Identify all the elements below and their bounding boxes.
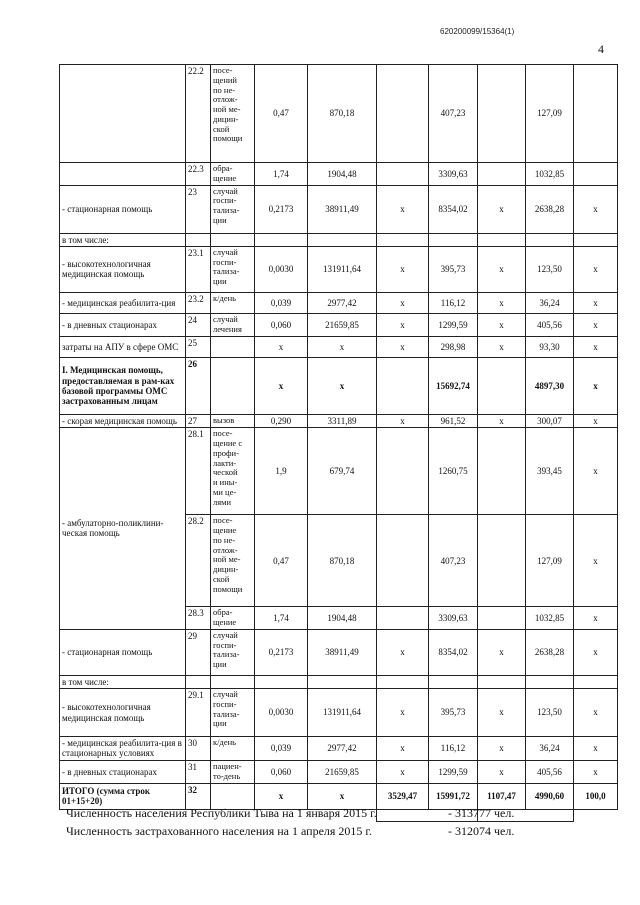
value-cell: x bbox=[574, 689, 618, 737]
value-cell: 0,0030 bbox=[255, 246, 308, 292]
value-cell: 2638,28 bbox=[526, 185, 574, 233]
value-cell bbox=[574, 675, 618, 688]
document-id: 620200099/15364(1) bbox=[440, 27, 515, 36]
value-cell: 3529,47 bbox=[377, 783, 429, 809]
row-code-cell: 29.1 bbox=[186, 689, 211, 737]
page-number: 4 bbox=[598, 42, 604, 56]
value-cell bbox=[377, 428, 429, 515]
value-cell: 1,74 bbox=[255, 607, 308, 630]
value-cell: x bbox=[574, 428, 618, 515]
row-unit-cell: вызов bbox=[211, 414, 255, 427]
row-unit-cell: посе- щение по не- отлож- ной ме- дицин- ской помощи bbox=[211, 515, 255, 607]
row-unit-cell: случай госпи- тализа- ции bbox=[211, 185, 255, 233]
blank-cell bbox=[574, 809, 618, 821]
row-name-cell: затраты на АПУ в сфере ОМС bbox=[60, 336, 186, 357]
row-unit-cell: посе- щений по не- отлож- ной ме- дицин- ской помощи bbox=[211, 65, 255, 163]
row-unit-cell bbox=[211, 357, 255, 414]
population-value: - 313777 чел. bbox=[448, 806, 515, 820]
table-row bbox=[60, 675, 618, 688]
value-cell: 0,47 bbox=[255, 65, 308, 163]
row-code-cell: 30 bbox=[186, 737, 211, 761]
insured-population-label: Численность застрахованного населения на 1 апреля 2015 г. bbox=[66, 824, 372, 838]
value-cell: x bbox=[574, 414, 618, 427]
value-cell: 127,09 bbox=[526, 515, 574, 607]
value-cell: 0,039 bbox=[255, 737, 308, 761]
row-unit-cell: обра- щение bbox=[211, 607, 255, 630]
value-cell: 679,74 bbox=[308, 428, 377, 515]
value-cell: 0,039 bbox=[255, 292, 308, 313]
row-code-cell: 28.1 bbox=[186, 428, 211, 515]
row-unit-cell: случай госпи- тализа- ции bbox=[211, 246, 255, 292]
value-cell bbox=[377, 233, 429, 246]
value-cell: 21659,85 bbox=[308, 760, 377, 783]
value-cell: x bbox=[574, 336, 618, 357]
row-code-cell: 28.3 bbox=[186, 607, 211, 630]
value-cell: 870,18 bbox=[308, 65, 377, 163]
value-cell: 2977,42 bbox=[308, 737, 377, 761]
row-code-cell: 26 bbox=[186, 357, 211, 414]
row-code-cell: 27 bbox=[186, 414, 211, 427]
value-cell: x bbox=[574, 246, 618, 292]
value-cell bbox=[574, 163, 618, 186]
value-cell: x bbox=[377, 760, 429, 783]
value-cell: 1904,48 bbox=[308, 607, 377, 630]
row-name-cell bbox=[60, 163, 186, 186]
value-cell: 131911,64 bbox=[308, 246, 377, 292]
row-name-cell: в том числе: bbox=[60, 675, 186, 688]
table-row bbox=[60, 760, 618, 783]
row-code-cell: 32 bbox=[186, 783, 211, 809]
value-cell: 38911,49 bbox=[308, 629, 377, 675]
value-cell: 8354,02 bbox=[429, 185, 478, 233]
row-name-cell: - в дневных стационарах bbox=[60, 760, 186, 783]
value-cell: x bbox=[478, 292, 526, 313]
row-unit-cell bbox=[211, 233, 255, 246]
value-cell: 1032,85 bbox=[526, 163, 574, 186]
value-cell: x bbox=[377, 313, 429, 336]
row-code-cell: 24 bbox=[186, 313, 211, 336]
value-cell bbox=[377, 65, 429, 163]
row-code-cell bbox=[186, 233, 211, 246]
row-unit-cell bbox=[211, 675, 255, 688]
row-name-cell: - скорая медицинская помощь bbox=[60, 414, 186, 427]
insured-population-line bbox=[66, 824, 515, 839]
value-cell: 116,12 bbox=[429, 737, 478, 761]
value-cell bbox=[429, 675, 478, 688]
row-name-cell: - медицинская реабилита-ция в стационарных условиях bbox=[60, 737, 186, 761]
value-cell: x bbox=[377, 629, 429, 675]
row-unit-cell bbox=[211, 336, 255, 357]
value-cell: 4897,30 bbox=[526, 357, 574, 414]
value-cell: x bbox=[574, 760, 618, 783]
value-cell: x bbox=[377, 292, 429, 313]
table-row bbox=[60, 737, 618, 761]
value-cell: 4990,60 bbox=[526, 783, 574, 809]
value-cell bbox=[377, 675, 429, 688]
row-name-cell: в том числе: bbox=[60, 233, 186, 246]
row-unit-cell: к/день bbox=[211, 737, 255, 761]
table-row bbox=[60, 336, 618, 357]
value-cell: 100,0 bbox=[574, 783, 618, 809]
value-cell: x bbox=[574, 607, 618, 630]
value-cell: 0,060 bbox=[255, 760, 308, 783]
value-cell: 1032,85 bbox=[526, 607, 574, 630]
value-cell: x bbox=[255, 783, 308, 809]
value-cell: 3309,63 bbox=[429, 163, 478, 186]
value-cell: 0,47 bbox=[255, 515, 308, 607]
value-cell: 123,50 bbox=[526, 689, 574, 737]
value-cell bbox=[429, 233, 478, 246]
value-cell: x bbox=[574, 737, 618, 761]
value-cell: 0,290 bbox=[255, 414, 308, 427]
value-cell: x bbox=[478, 414, 526, 427]
value-cell: x bbox=[478, 336, 526, 357]
value-cell: x bbox=[574, 292, 618, 313]
row-code-cell: 31 bbox=[186, 760, 211, 783]
value-cell bbox=[308, 675, 377, 688]
row-name-cell: - в дневных стационарах bbox=[60, 313, 186, 336]
table-row bbox=[60, 185, 618, 233]
value-cell: x bbox=[478, 760, 526, 783]
value-cell bbox=[478, 607, 526, 630]
value-cell: 123,50 bbox=[526, 246, 574, 292]
value-cell: 300,07 bbox=[526, 414, 574, 427]
value-cell: 405,56 bbox=[526, 760, 574, 783]
value-cell: 21659,85 bbox=[308, 313, 377, 336]
value-cell bbox=[377, 357, 429, 414]
value-cell: x bbox=[377, 689, 429, 737]
value-cell: 36,24 bbox=[526, 292, 574, 313]
row-name-cell bbox=[60, 65, 186, 163]
value-cell: 1,74 bbox=[255, 163, 308, 186]
value-cell: x bbox=[574, 515, 618, 607]
row-unit-cell: к/день bbox=[211, 292, 255, 313]
row-code-cell: 25 bbox=[186, 336, 211, 357]
value-cell: 0,2173 bbox=[255, 629, 308, 675]
value-cell bbox=[377, 515, 429, 607]
value-cell bbox=[377, 163, 429, 186]
table-row bbox=[60, 357, 618, 414]
value-cell: 0,060 bbox=[255, 313, 308, 336]
row-name-cell: - стационарная помощь bbox=[60, 629, 186, 675]
table-row bbox=[60, 313, 618, 336]
value-cell: 15692,74 bbox=[429, 357, 478, 414]
value-cell: x bbox=[478, 185, 526, 233]
value-cell bbox=[478, 163, 526, 186]
value-cell: x bbox=[574, 313, 618, 336]
value-cell: x bbox=[478, 689, 526, 737]
row-code-cell: 22.2 bbox=[186, 65, 211, 163]
population-line bbox=[66, 806, 515, 821]
value-cell: 131911,64 bbox=[308, 689, 377, 737]
value-cell: x bbox=[255, 357, 308, 414]
value-cell: 2638,28 bbox=[526, 629, 574, 675]
value-cell: x bbox=[574, 357, 618, 414]
value-cell: 1,9 bbox=[255, 428, 308, 515]
row-code-cell: 28.2 bbox=[186, 515, 211, 607]
row-name-cell: ИТОГО (сумма строк 01+15+20) bbox=[60, 783, 186, 809]
value-cell: x bbox=[377, 336, 429, 357]
value-cell: 3311,89 bbox=[308, 414, 377, 427]
table-row bbox=[60, 246, 618, 292]
value-cell: 116,12 bbox=[429, 292, 478, 313]
value-cell: 1299,59 bbox=[429, 313, 478, 336]
value-cell bbox=[255, 675, 308, 688]
value-cell: 38911,49 bbox=[308, 185, 377, 233]
row-name-cell: - медицинская реабилита-ция bbox=[60, 292, 186, 313]
value-cell: x bbox=[308, 357, 377, 414]
row-code-cell: 23.1 bbox=[186, 246, 211, 292]
table-row bbox=[60, 629, 618, 675]
row-code-cell: 23 bbox=[186, 185, 211, 233]
row-name-cell: - амбулаторно-поликлини-ческая помощь bbox=[60, 428, 186, 630]
value-cell bbox=[478, 65, 526, 163]
table-row bbox=[60, 689, 618, 737]
value-cell: x bbox=[574, 185, 618, 233]
table-row bbox=[60, 414, 618, 427]
row-unit-cell: пациен- то-день bbox=[211, 760, 255, 783]
value-cell: 2977,42 bbox=[308, 292, 377, 313]
value-cell: 395,73 bbox=[429, 689, 478, 737]
value-cell: 393,45 bbox=[526, 428, 574, 515]
value-cell bbox=[478, 428, 526, 515]
value-cell bbox=[478, 357, 526, 414]
value-cell: 3309,63 bbox=[429, 607, 478, 630]
value-cell bbox=[526, 233, 574, 246]
row-name-cell: - стационарная помощь bbox=[60, 185, 186, 233]
insured-population-value: - 312074 чел. bbox=[448, 824, 515, 838]
value-cell: x bbox=[478, 629, 526, 675]
table-row bbox=[60, 428, 618, 515]
value-cell: x bbox=[377, 185, 429, 233]
row-code-cell: 23.2 bbox=[186, 292, 211, 313]
row-name-cell: - высокотехнологичная медицинская помощь bbox=[60, 246, 186, 292]
value-cell bbox=[478, 675, 526, 688]
row-code-cell: 29 bbox=[186, 629, 211, 675]
value-cell bbox=[574, 233, 618, 246]
value-cell: 1260,75 bbox=[429, 428, 478, 515]
value-cell bbox=[308, 233, 377, 246]
value-cell: x bbox=[308, 783, 377, 809]
value-cell: 405,56 bbox=[526, 313, 574, 336]
value-cell: 407,23 bbox=[429, 65, 478, 163]
value-cell: x bbox=[377, 414, 429, 427]
value-cell: x bbox=[308, 336, 377, 357]
row-code-cell: 22.3 bbox=[186, 163, 211, 186]
value-cell: 298,98 bbox=[429, 336, 478, 357]
value-cell: x bbox=[574, 629, 618, 675]
value-cell: x bbox=[478, 246, 526, 292]
value-cell: 407,23 bbox=[429, 515, 478, 607]
value-cell bbox=[526, 675, 574, 688]
value-cell bbox=[574, 65, 618, 163]
row-name-cell: I. Медицинская помощь, предоставляемая в рам-ках базовой программы ОМС застрахованным лицам bbox=[60, 357, 186, 414]
value-cell: 1107,47 bbox=[478, 783, 526, 809]
table-row bbox=[60, 233, 618, 246]
data-table bbox=[59, 64, 618, 822]
table-row bbox=[60, 163, 618, 186]
value-cell: x bbox=[478, 313, 526, 336]
row-unit-cell: посе- щение с профи- лакти- ческой и ины- ми це- лями bbox=[211, 428, 255, 515]
value-cell: 1904,48 bbox=[308, 163, 377, 186]
table-row bbox=[60, 65, 618, 163]
value-cell: x bbox=[478, 737, 526, 761]
value-cell: 36,24 bbox=[526, 737, 574, 761]
value-cell: 0,0030 bbox=[255, 689, 308, 737]
value-cell: 0,2173 bbox=[255, 185, 308, 233]
row-unit-cell: случай госпи- тализа- ции bbox=[211, 689, 255, 737]
row-unit-cell: случай госпи- тализа- ции bbox=[211, 629, 255, 675]
value-cell: 15991,72 bbox=[429, 783, 478, 809]
value-cell: 93,30 bbox=[526, 336, 574, 357]
row-name-cell: - высокотехнологичная медицинская помощь bbox=[60, 689, 186, 737]
value-cell: x bbox=[255, 336, 308, 357]
value-cell: 127,09 bbox=[526, 65, 574, 163]
value-cell: 870,18 bbox=[308, 515, 377, 607]
value-cell bbox=[478, 233, 526, 246]
population-label: Численность населения Республики Тыва на 1 января 2015 г. bbox=[66, 806, 377, 820]
value-cell: x bbox=[377, 246, 429, 292]
value-cell: 961,52 bbox=[429, 414, 478, 427]
value-cell bbox=[377, 607, 429, 630]
value-cell: x bbox=[377, 737, 429, 761]
value-cell bbox=[478, 515, 526, 607]
value-cell: 1299,59 bbox=[429, 760, 478, 783]
value-cell: 395,73 bbox=[429, 246, 478, 292]
table-row bbox=[60, 292, 618, 313]
row-code-cell bbox=[186, 675, 211, 688]
value-cell bbox=[255, 233, 308, 246]
row-unit-cell: обра- щение bbox=[211, 163, 255, 186]
value-cell: 8354,02 bbox=[429, 629, 478, 675]
row-unit-cell: случай лечения bbox=[211, 313, 255, 336]
